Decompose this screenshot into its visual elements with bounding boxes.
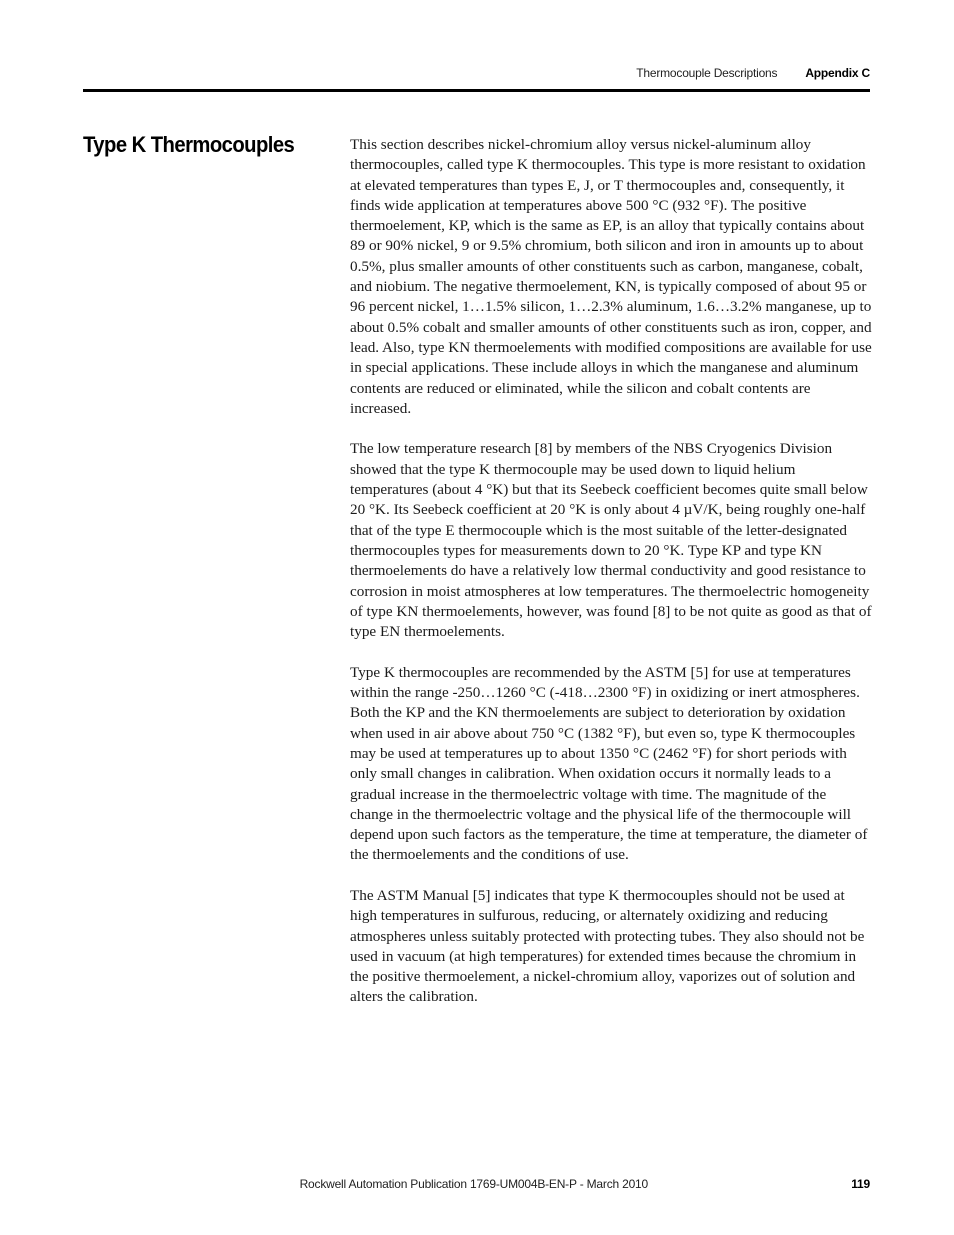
header-divider [83, 89, 870, 92]
running-header [636, 66, 870, 80]
running-header-appendix: Appendix C [805, 66, 870, 80]
paragraph: This section describes nickel-chromium alloy versus nickel-aluminum alloy thermocouples, called type K thermocouples. This type is more resistant to oxidation at elevated temperatures than types E, J, or T thermocouples and, consequently, it finds wide application at temperatures above 500 °C (932 °F). The positive thermoelement, KP, which is the same as EP, is an alloy that typically contains about 89 or 90% nickel, 9 or 9.5% chromium, both silicon and iron in amounts up to about 0.5%, plus smaller amounts of other constituents such as carbon, manganese, cobalt, and niobium. The negative thermoelement, KN, is typically composed of about 95 or 96 percent nickel, 1…1.5% silicon, 1…2.3% aluminum, 1.6…3.2% manganese, up to about 0.5% cobalt and smaller amounts of other constituents such as iron, copper, and lead. Also, type KN thermoelements with modified compositions are available for use in special applications. These include alloys in which the manganese and aluminum contents are reduced or eliminated, while the silicon and cobalt contents are increased. [350, 136, 872, 417]
section-title: Type K Thermocouples [83, 132, 295, 157]
paragraph: The ASTM Manual [5] indicates that type K thermocouples should not be used at high temperatures in sulfurous, reducing, or alternately oxidizing and reducing atmospheres unless suitably protected with protecting tubes. They also should not be used in vacuum (at high temperatures) for extended times because the chromium in the positive thermoelement, a nickel-chromium alloy, vaporizes out of solution and alters the calibration. [350, 886, 865, 1006]
page-number: 119 [851, 1177, 870, 1191]
paragraph: The low temperature research [8] by members of the NBS Cryogenics Division showed that the type K thermocouple may be used down to liquid helium temperatures (about 4 °K) but that its Seebeck coefficient becomes quite small below 20 °K. Its Seebeck coefficient at 20 °K is only about 4 µV/K, being roughly one-half that of the type E thermocouple which is the most suitable of the letter-designated thermocouples types for measurements down to 20 °K. Type KP and type KN thermoelements do have a relatively low thermal conductivity and good resistance to corrosion in moist atmospheres at low temperatures. The thermoelectric homogeneity of type KN thermoelements, however, was found [8] to be not quite as good as that of type EN thermoelements. [350, 440, 872, 641]
paragraph: Type K thermocouples are recommended by the ASTM [5] for use at temperatures within the range -250…1260 °C (-418…2300 °F) in oxidizing or inert atmospheres. Both the KP and the KN thermoelements are subject to deterioration by oxidation when used in air above about 750 °C (1382 °F), but even so, type K thermocouples may be used at temperatures up to about 1350 °C (2462 °F) for short periods with only small changes in calibration. When oxidation occurs it normally leads to a gradual increase in the thermoelectric voltage with time. The magnitude of the change in the thermoelectric voltage and the physical life of the thermocouple will depend upon such factors as the temperature, the time at temperature, the diameter of the thermoelements and the conditions of use. [350, 663, 868, 864]
footer-publication: Rockwell Automation Publication 1769-UM004B-EN-P - March 2010 [299, 1177, 648, 1191]
body-text [350, 135, 872, 1028]
running-header-section: Thermocouple Descriptions [636, 66, 778, 80]
